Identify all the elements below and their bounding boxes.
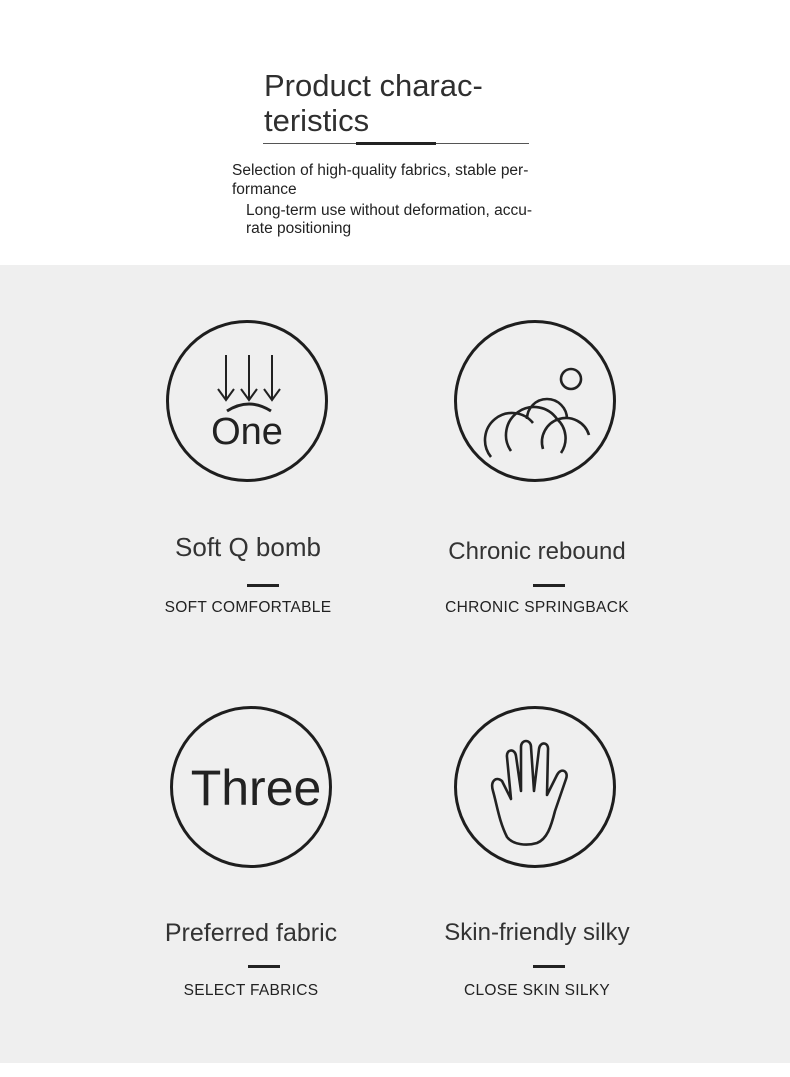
feature-subtitle: SOFT COMFORTABLE [164,599,332,616]
description-line-1: Selection of high-quality fabrics, stable per- formance [232,162,529,198]
feature-title: Preferred fabric [164,919,338,947]
header-section [0,0,790,265]
description-line-2: Long-term use without deformation, accu- rate positioning [246,202,533,237]
features-panel [0,265,790,1063]
press-down-icon-graphic [169,323,325,479]
hand-icon [454,706,616,868]
feature-subtitle: CLOSE SKIN SILKY [463,982,611,999]
page-title: Product charac- teristics [264,68,483,138]
feature-subtitle: SELECT FABRICS [183,982,319,999]
circle-number-word: Three [190,760,322,816]
bubbles-icon [454,320,616,482]
feature-title: Chronic rebound [448,538,626,565]
feature-dash [533,965,565,968]
feature-dash [533,584,565,587]
press-down-icon [166,320,328,482]
feature-dash [248,965,280,968]
title-divider-accent [356,142,436,145]
fabric-icon [170,706,332,868]
circle-number-word: One [211,411,283,453]
feature-dash [247,584,279,587]
feature-title: Soft Q bomb [175,532,321,562]
hand-icon-graphic [457,709,613,865]
bottom-margin [0,1063,790,1077]
feature-subtitle: CHRONIC SPRINGBACK [445,599,629,616]
bubbles-icon-graphic [457,323,613,479]
feature-title: Skin-friendly silky [444,919,630,946]
